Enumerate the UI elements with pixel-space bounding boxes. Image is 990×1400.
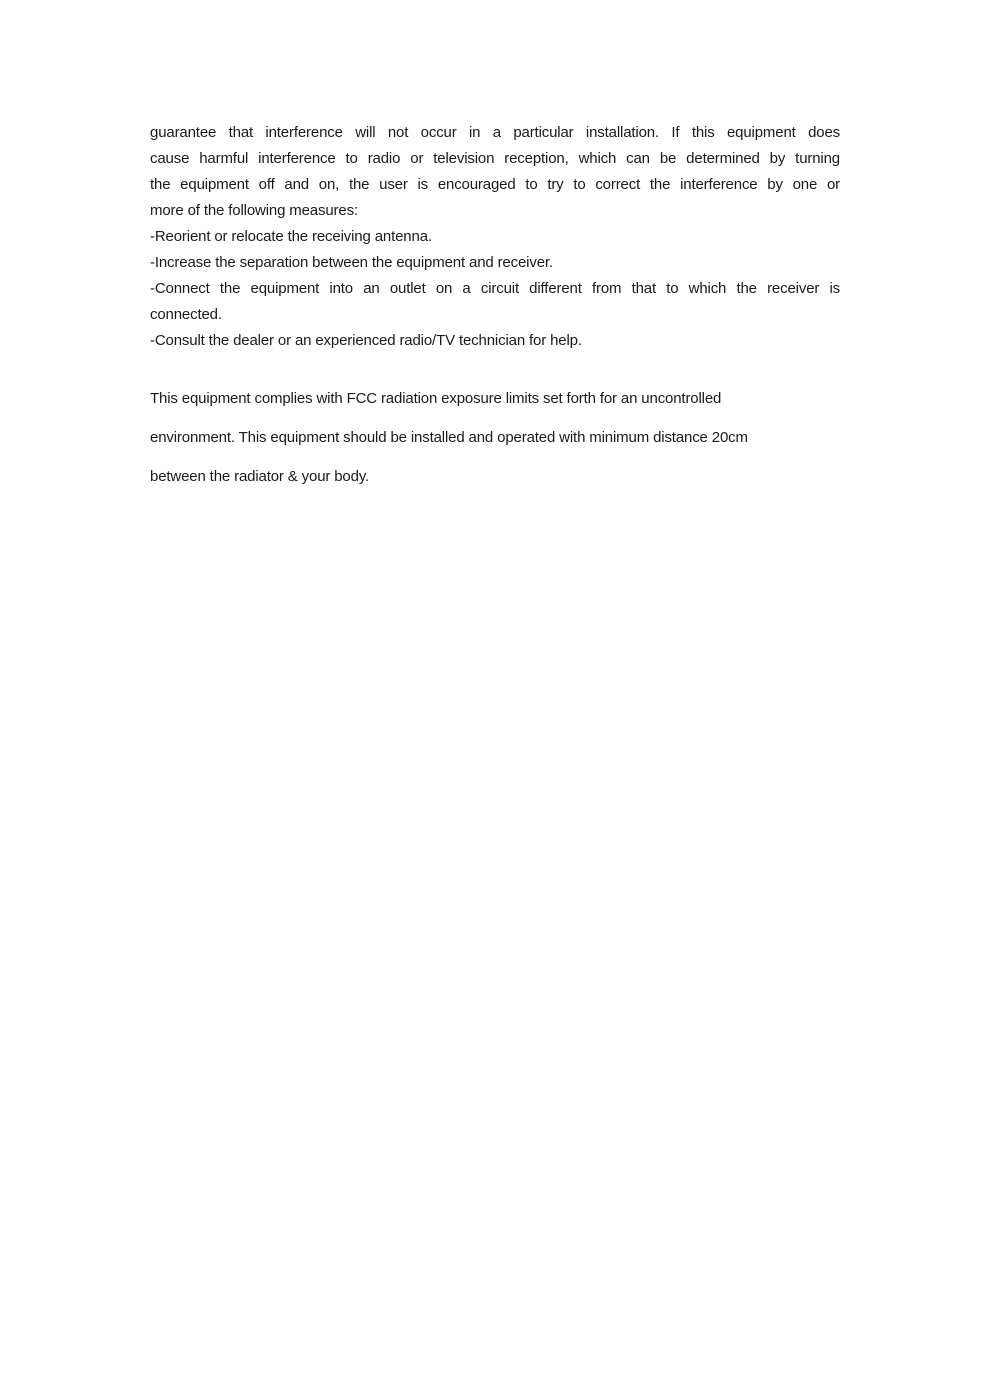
measure-item: -Consult the dealer or an experienced radio/TV technician for help. — [150, 332, 582, 349]
text-line: cause harmful interference to radio or television reception, which can be determined by turning — [150, 150, 840, 167]
text-line: This equipment complies with FCC radiation exposure limits set forth for an uncontrolled — [150, 390, 722, 407]
text-line: the equipment off and on, the user is encouraged to try to correct the interference by one or — [150, 176, 840, 193]
measure-item: -Reorient or relocate the receiving antenna. — [150, 228, 432, 245]
measure-item: -Connect the equipment into an outlet on a circuit different from that to which the receiver is — [150, 280, 840, 297]
text-line: guarantee that interference will not occur in a particular installation. If this equipment does — [150, 124, 840, 141]
text-line: more of the following measures: — [150, 202, 358, 219]
measure-item: -Increase the separation between the equipment and receiver. — [150, 254, 553, 271]
text-line: environment. This equipment should be installed and operated with minimum distance 20cm — [150, 429, 748, 446]
text-line: between the radiator & your body. — [150, 468, 370, 485]
measure-item-continuation: connected. — [150, 306, 222, 323]
